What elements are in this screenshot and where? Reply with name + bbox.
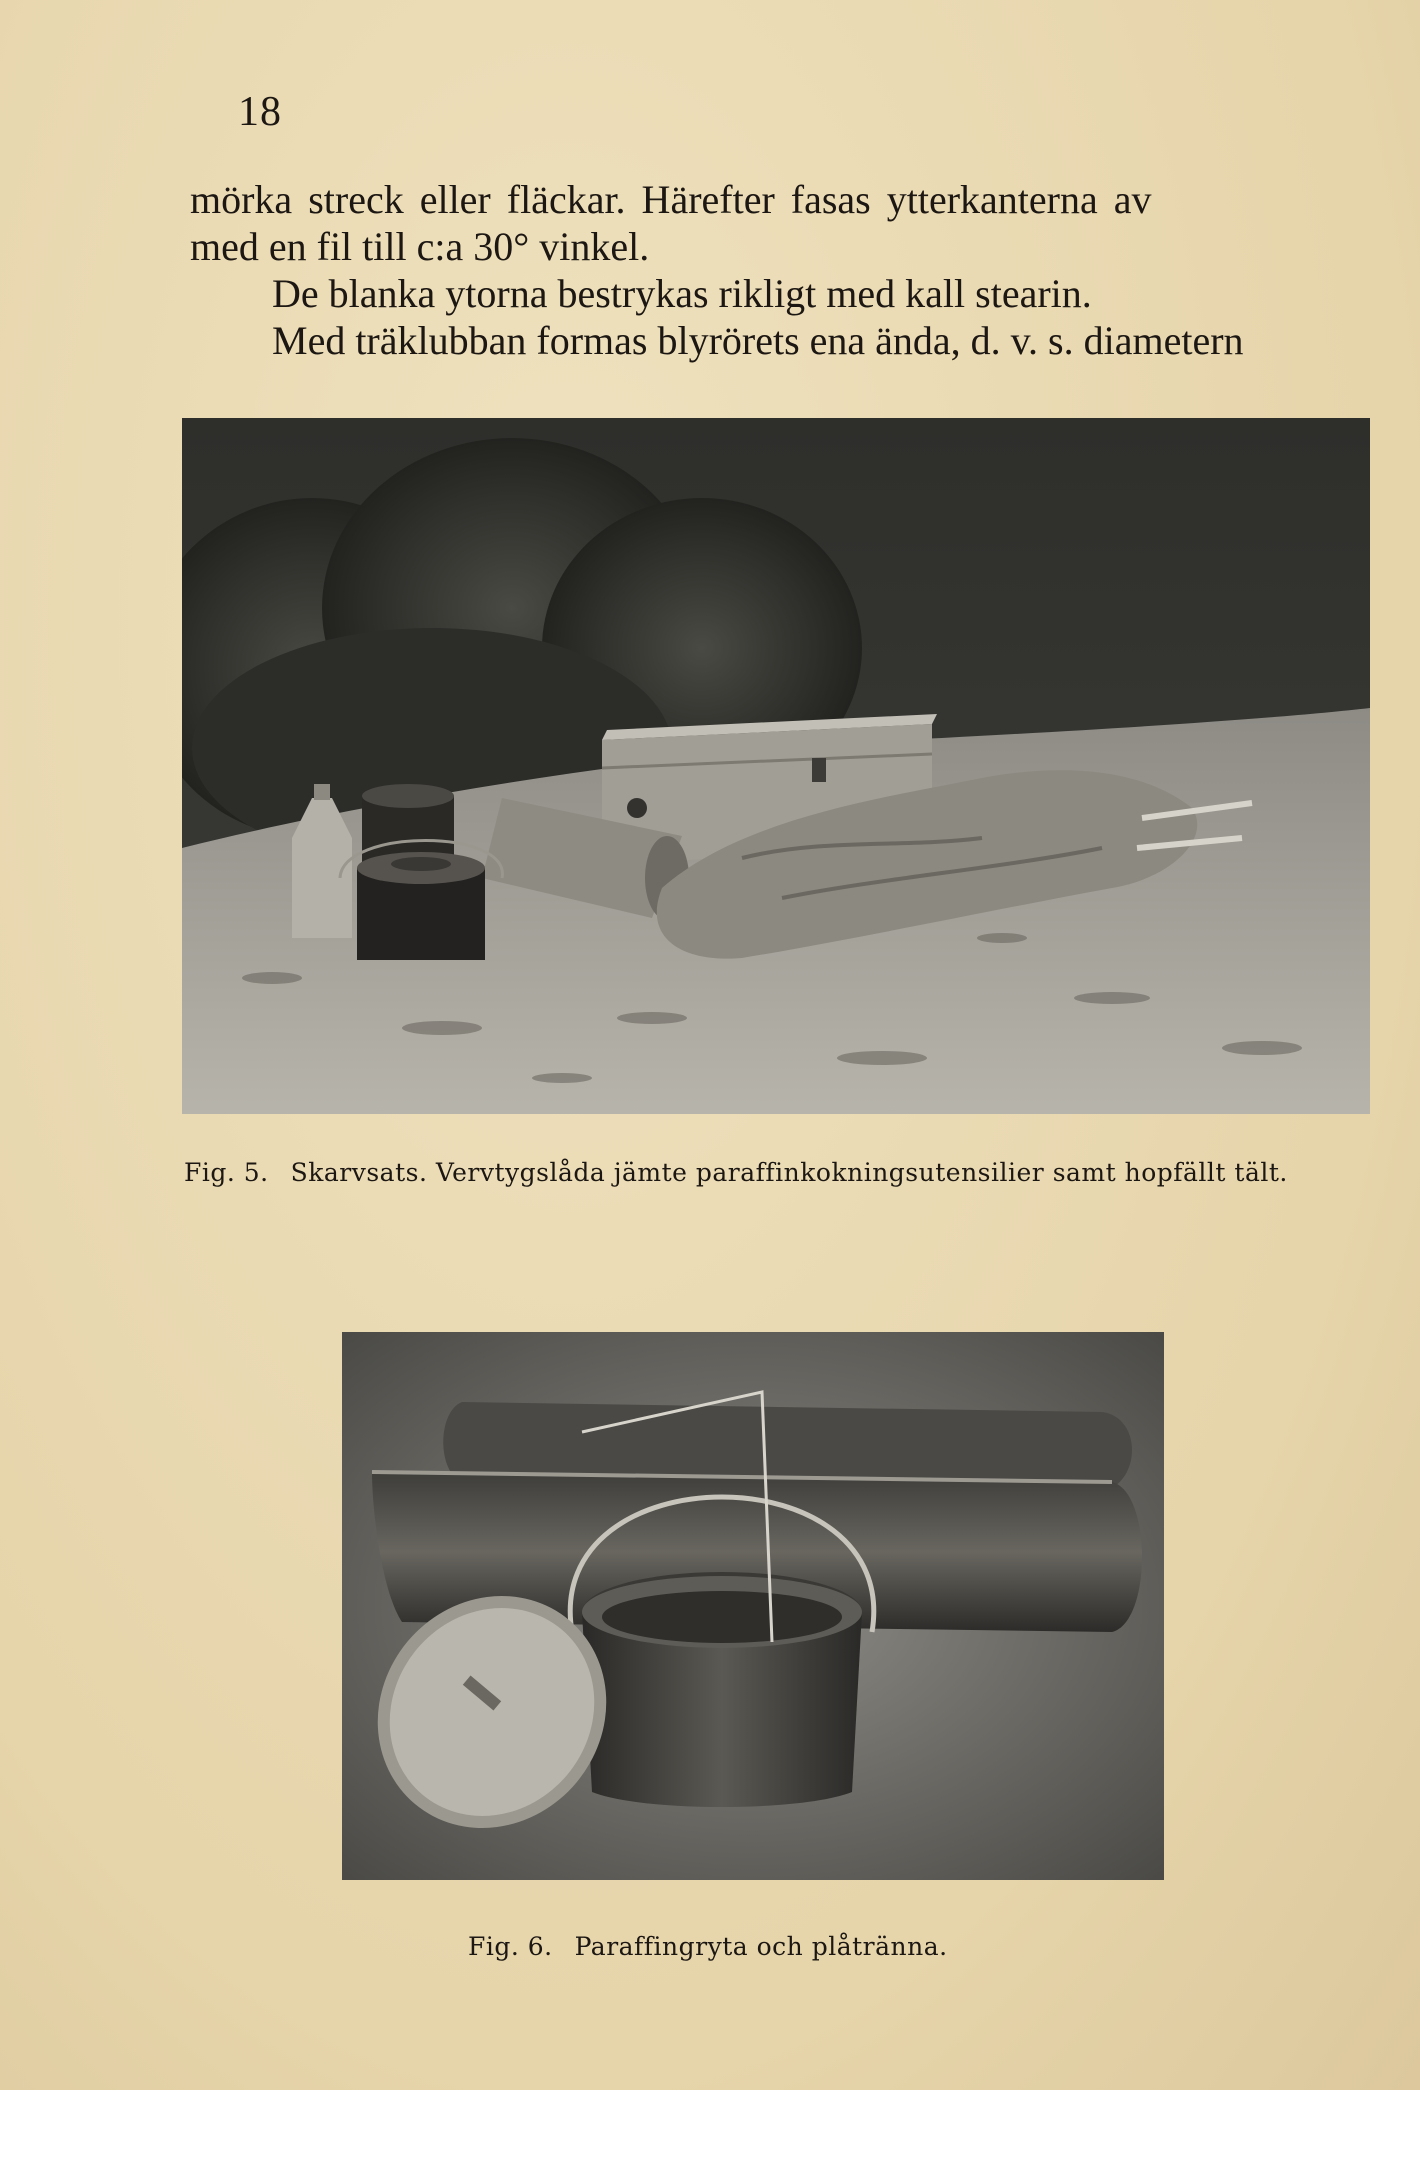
figure-5-label: Fig. 5.	[184, 1158, 269, 1187]
figure-6-caption-text: Paraffingryta och plåtränna.	[574, 1932, 948, 1961]
text-line-3: De blanka ytorna bestrykas rikligt med kall stearin.	[272, 271, 1092, 316]
figure-6-label: Fig. 6.	[468, 1932, 553, 1961]
figure-6-photo	[342, 1332, 1164, 1880]
page-number: 18	[238, 89, 282, 135]
body-text	[190, 176, 1370, 364]
text-line-2: med en fil till c:a 30° vinkel.	[190, 224, 650, 269]
figure-5-caption-text: Skarvsats. Vervtygslåda jämte paraffinkokningsutensilier samt hopfällt tält.	[290, 1158, 1288, 1187]
figure-5-caption	[184, 1158, 1288, 1187]
figure-6-caption	[468, 1932, 948, 1961]
figure-5-photo	[182, 418, 1370, 1114]
text-line-1: mörka streck eller fläckar. Härefter fasas ytterkanterna av	[190, 177, 1152, 222]
text-line-4: Med träklubban formas blyrörets ena ända, d. v. s. diametern	[272, 318, 1244, 363]
